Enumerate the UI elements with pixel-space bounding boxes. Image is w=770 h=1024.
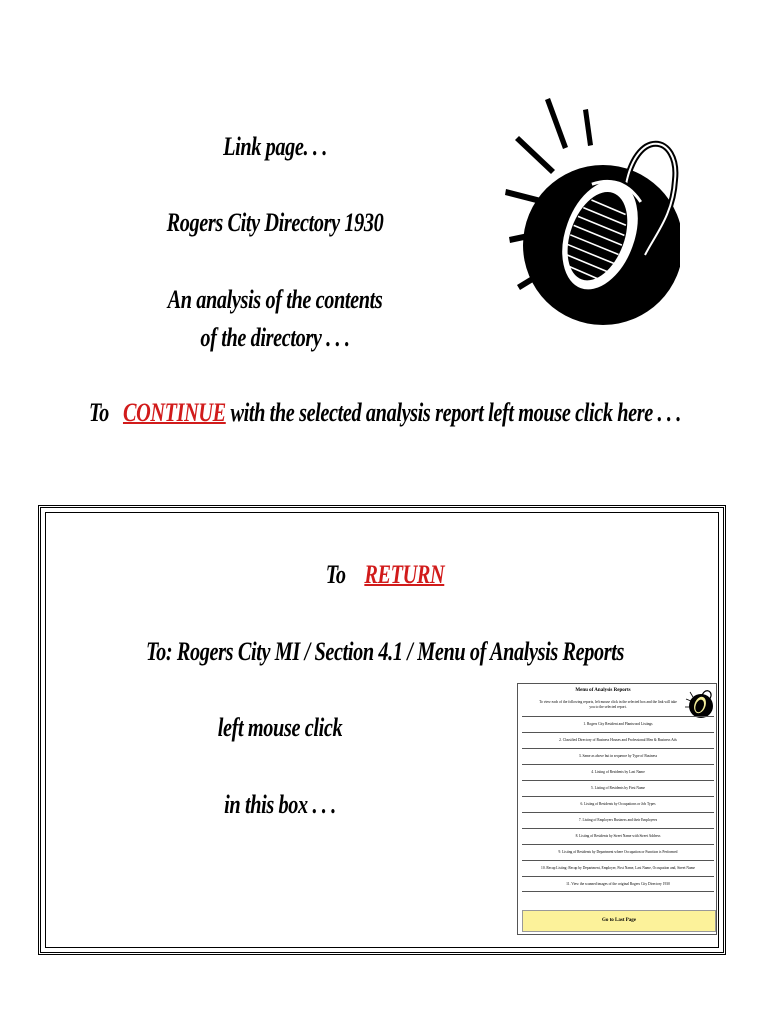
menu-thumbnail[interactable] xyxy=(517,683,717,935)
menu-item[interactable]: 6. Listing of Residents by Occupations or Job Types xyxy=(522,796,714,811)
return-prefix: To xyxy=(325,560,346,589)
menu-item[interactable]: 2. Classified Directory of Business Houses and Professional Men & Business Ads xyxy=(522,732,714,747)
menu-item[interactable]: 4. Listing of Residents by Last Name xyxy=(522,764,714,779)
menu-item[interactable]: 5. Listing of Residents by First Name xyxy=(522,780,714,795)
analysis-line-1: An analysis of the contents xyxy=(167,285,383,314)
continue-suffix: with the selected analysis report left mouse click here . . . xyxy=(230,398,681,427)
return-line xyxy=(268,560,502,590)
menu-item[interactable]: 1. Rogers City Resident and Plantwood Listings xyxy=(522,716,714,731)
menu-item[interactable]: 9. Listing of Residents by Department where Occupation or Function is Performed xyxy=(522,844,714,859)
directory-title: Rogers City Directory 1930 xyxy=(166,208,384,237)
menu-item[interactable]: 7. Listing of Employers Business and their Employees xyxy=(522,812,714,827)
return-instruction-1: left mouse click xyxy=(217,713,343,742)
menu-item[interactable]: 11. View the scanned images of the original Rogers City Directory 1930 xyxy=(522,876,714,892)
computer-mouse-icon xyxy=(505,95,680,330)
return-destination: To: Rogers City MI / Section 4.1 / Menu of Analysis Reports xyxy=(145,637,625,666)
thumbnail-title: Menu of Analysis Reports xyxy=(575,688,631,693)
continue-line xyxy=(54,398,717,428)
return-link[interactable]: RETURN xyxy=(364,560,445,589)
menu-item[interactable]: 10. Recap Listing: Recap by Department, Employer, First Name, Last Name, Occupation and, Street Name xyxy=(522,860,714,875)
link-page-heading: Link page. . . xyxy=(223,132,327,161)
analysis-line-2: of the directory . . . xyxy=(200,323,350,352)
menu-item[interactable]: 8. Listing of Residents by Street Name with Street Address xyxy=(522,828,714,843)
return-instruction-2: in this box . . . xyxy=(224,790,336,819)
computer-mouse-icon xyxy=(684,686,714,720)
menu-item[interactable]: 3. Same as above but in sequence by Type of Business xyxy=(522,748,714,763)
go-to-last-page-button[interactable]: Go to Last Page xyxy=(522,910,716,932)
continue-link[interactable]: CONTINUE xyxy=(122,398,226,427)
continue-prefix: To xyxy=(89,398,109,427)
thumbnail-intro: To view each of the following reports, left mouse click in the selected box and the link will take you to the selected report. xyxy=(539,700,677,709)
